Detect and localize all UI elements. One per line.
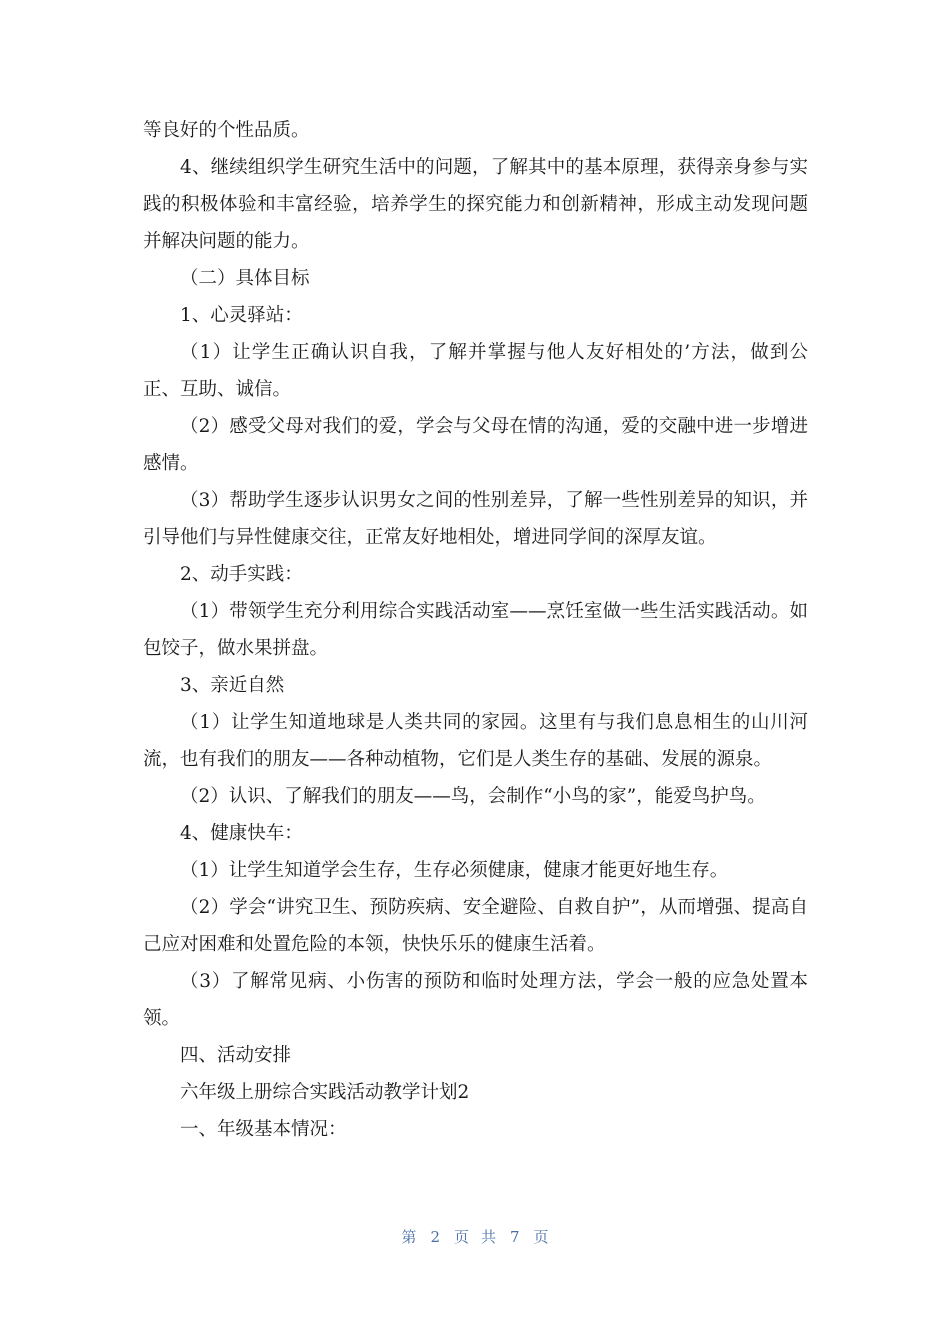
section-heading: 一、年级基本情况： bbox=[180, 1119, 347, 1140]
paragraph: （1）带领学生充分利用综合实践活动室——烹饪室做一些生活实践活动。如包饺子，做水果拼盘。 bbox=[143, 601, 808, 659]
paragraph: （1）让学生知道学会生存，生存必须健康，健康才能更好地生存。 bbox=[180, 860, 729, 881]
document-title: 六年级上册综合实践活动教学计划2 bbox=[180, 1082, 470, 1103]
section-heading: （二）具体目标 bbox=[180, 268, 310, 289]
paragraph: （2）学会“讲究卫生、预防疾病、安全避险、自救自护”，从而增强、提高自己应对困难和处置危险的本领，快快乐乐的健康生活着。 bbox=[143, 897, 808, 955]
footer-middle: 页共 bbox=[453, 1228, 508, 1246]
footer-current-page: 2 bbox=[430, 1228, 440, 1246]
paragraph: （1）让学生正确认识自我，了解并掌握与他人友好相处的’方法，做到公正、互助、诚信。 bbox=[143, 342, 808, 400]
subheading: 2、动手实践： bbox=[180, 564, 303, 585]
footer-prefix: 第 bbox=[401, 1228, 417, 1246]
footer-total-pages: 7 bbox=[510, 1228, 520, 1246]
subheading: 1、心灵驿站： bbox=[180, 305, 303, 326]
subheading: 3、亲近自然 bbox=[180, 675, 285, 696]
paragraph: （3）帮助学生逐步认识男女之间的性别差异，了解一些性别差异的知识，并引导他们与异性健康交往，正常友好地相处，增进同学间的深厚友谊。 bbox=[143, 490, 808, 548]
page-footer bbox=[0, 1226, 950, 1247]
paragraph: （2）感受父母对我们的爱，学会与父母在情的沟通，爱的交融中进一步增进感情。 bbox=[143, 416, 808, 474]
paragraph: 4、继续组织学生研究生活中的问题，了解其中的基本原理，获得亲身参与实践的积极体验和丰富经验，培养学生的探究能力和创新精神，形成主动发现问题并解决问题的能力。 bbox=[143, 157, 808, 252]
document-body bbox=[143, 112, 808, 1148]
paragraph: 等良好的个性品质。 bbox=[143, 120, 310, 141]
paragraph: （2）认识、了解我们的朋友——鸟，会制作“小鸟的家”，能爱鸟护鸟。 bbox=[180, 786, 766, 807]
subheading: 4、健康快车： bbox=[180, 823, 303, 844]
section-heading: 四、活动安排 bbox=[180, 1045, 292, 1066]
paragraph: （3）了解常见病、小伤害的预防和临时处理方法，学会一般的应急处置本领。 bbox=[143, 971, 808, 1029]
footer-suffix: 页 bbox=[533, 1228, 549, 1246]
paragraph: （1）让学生知道地球是人类共同的家园。这里有与我们息息相生的山川河流，也有我们的朋友——各种动植物，它们是人类生存的基础、发展的源泉。 bbox=[143, 712, 808, 770]
